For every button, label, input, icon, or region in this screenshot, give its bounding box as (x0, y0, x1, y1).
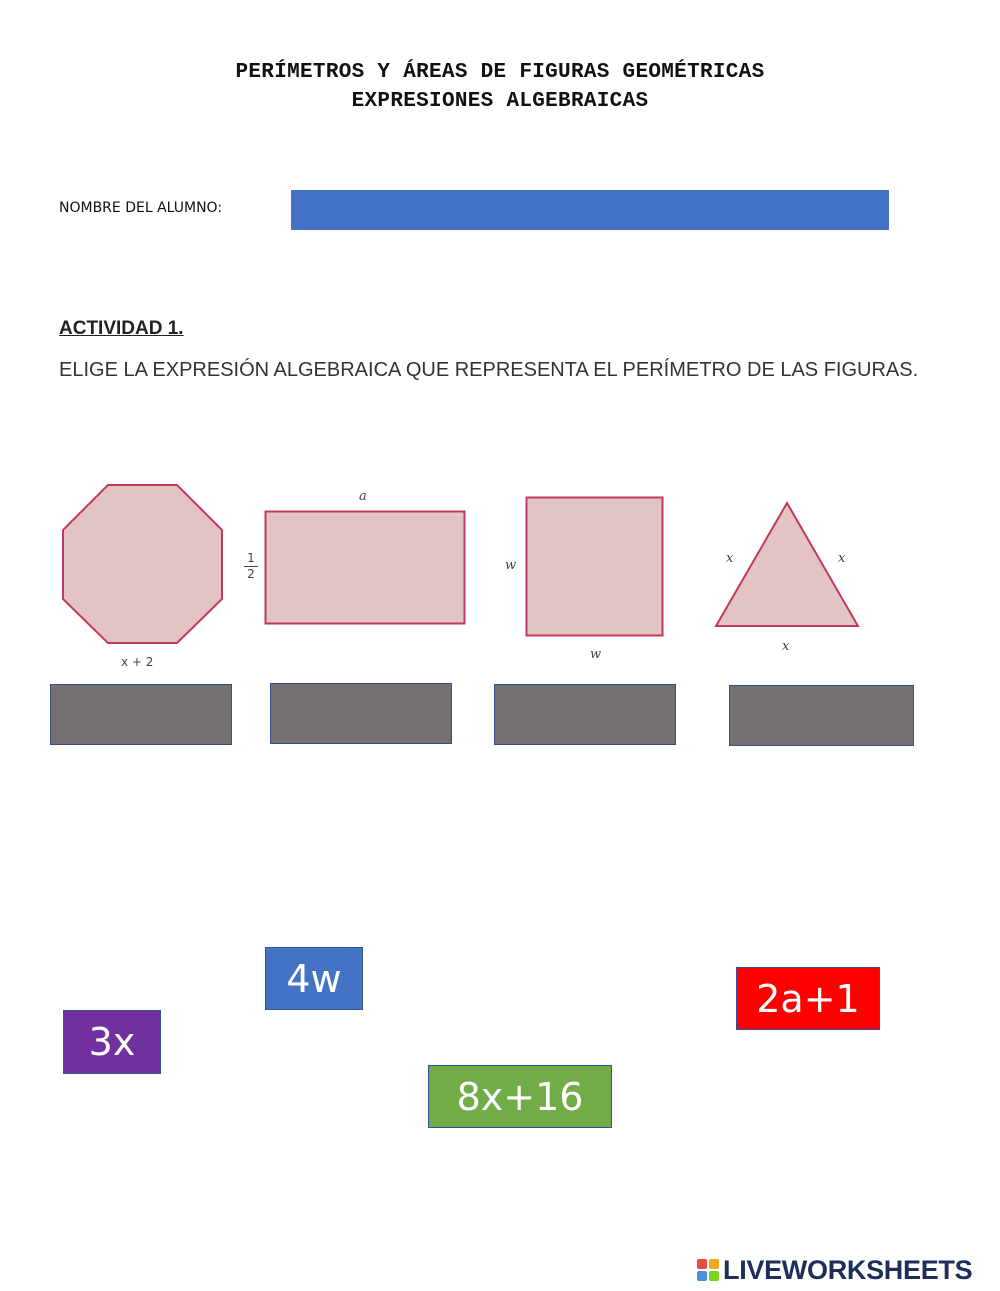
student-name-field[interactable] (291, 190, 889, 230)
triangle-left-label: x (726, 551, 734, 566)
drop-zone-rectangle[interactable] (270, 683, 452, 744)
answer-chip-2a1[interactable]: 2a+1 (736, 967, 880, 1030)
student-name-label: NOMBRE DEL ALUMNO: (59, 200, 223, 216)
drop-zone-octagon[interactable] (50, 684, 232, 745)
rectangle-top-label: a (359, 489, 367, 504)
rectangle-side-fraction (244, 551, 258, 582)
page-subtitle: EXPRESIONES ALGEBRAICAS (351, 90, 649, 113)
octagon-side-label: x + 2 (121, 655, 154, 669)
brand-text: LIVEWORKSHEETS (723, 1254, 973, 1285)
square-bottom-label: w (590, 647, 602, 662)
drop-zone-square[interactable] (494, 684, 676, 745)
answer-chip-4w[interactable]: 4w (265, 947, 363, 1010)
triangle-bottom-label: x (782, 639, 790, 654)
liveworksheets-logo-icon (697, 1259, 719, 1281)
liveworksheets-brand (697, 1255, 972, 1285)
fraction-numerator: 1 (244, 551, 258, 567)
answer-chip-3x[interactable]: 3x (63, 1010, 161, 1074)
answer-chip-8x16[interactable]: 8x+16 (428, 1065, 612, 1128)
page-title: PERÍMETROS Y ÁREAS DE FIGURAS GEOMÉTRICAS (235, 61, 765, 84)
octagon-figure (60, 482, 226, 648)
square-side-label: w (505, 558, 517, 573)
drop-zone-triangle[interactable] (729, 685, 914, 746)
activity-instruction: ELIGE LA EXPRESIÓN ALGEBRAICA QUE REPRESENTA EL PERÍMETRO DE LAS FIGURAS. (59, 359, 919, 381)
triangle-right-label: x (838, 551, 846, 566)
fraction-denominator: 2 (247, 567, 255, 581)
square-figure (525, 496, 665, 638)
activity-title: ACTIVIDAD 1. (59, 318, 184, 339)
rectangle-figure (264, 510, 467, 626)
